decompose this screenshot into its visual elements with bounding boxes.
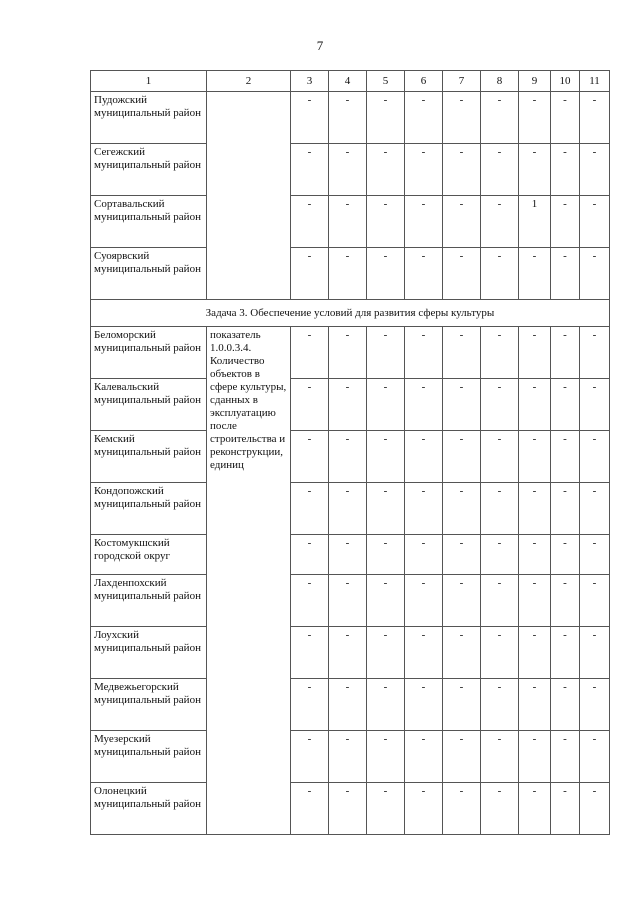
value-cell: -: [580, 483, 610, 535]
district-cell: Муезерский муниципальный район: [91, 731, 207, 783]
value-cell: -: [580, 92, 610, 144]
value-cell: -: [291, 679, 329, 731]
value-cell: -: [329, 144, 367, 196]
value-cell: -: [580, 431, 610, 483]
value-cell: -: [329, 483, 367, 535]
value-cell: -: [443, 679, 481, 731]
value-cell: -: [405, 379, 443, 431]
indicator-cell: показатель 1.0.0.3.4. Количество объектов в сфере культуры, сданных в эксплуатацию после строительства и реконструкции, единиц: [207, 327, 291, 835]
value-cell: -: [367, 196, 405, 248]
column-header: 11: [580, 71, 610, 92]
value-cell: -: [443, 379, 481, 431]
value-cell: -: [329, 327, 367, 379]
page-number: 7: [316, 38, 324, 53]
district-cell: Калевальский муниципальный район: [91, 379, 207, 431]
value-cell: -: [580, 679, 610, 731]
value-cell: -: [519, 627, 551, 679]
column-header: 6: [405, 71, 443, 92]
value-cell: -: [367, 679, 405, 731]
value-cell: -: [405, 483, 443, 535]
value-cell: -: [367, 92, 405, 144]
value-cell: -: [329, 379, 367, 431]
table-row: [91, 627, 610, 679]
value-cell: -: [551, 248, 580, 300]
district-cell: Костомукшский городской округ: [91, 535, 207, 575]
data-table: [90, 70, 610, 835]
value-cell: -: [291, 431, 329, 483]
value-cell: -: [551, 731, 580, 783]
value-cell: -: [551, 327, 580, 379]
value-cell: -: [291, 535, 329, 575]
value-cell: -: [405, 731, 443, 783]
table-row: [91, 431, 610, 483]
district-cell: Сортавальский муниципальный район: [91, 196, 207, 248]
table-row: [91, 379, 610, 431]
column-header: 7: [443, 71, 481, 92]
table-row: [91, 196, 610, 248]
value-cell: -: [481, 327, 519, 379]
value-cell: -: [367, 248, 405, 300]
task-heading: Задача 3. Обеспечение условий для развития сферы культуры: [91, 300, 610, 327]
value-cell: -: [519, 327, 551, 379]
value-cell: -: [519, 679, 551, 731]
value-cell: -: [367, 483, 405, 535]
value-cell: 1: [519, 196, 551, 248]
value-cell: -: [405, 679, 443, 731]
table-row: [91, 575, 610, 627]
value-cell: -: [551, 196, 580, 248]
value-cell: -: [329, 679, 367, 731]
value-cell: -: [329, 731, 367, 783]
value-cell: -: [580, 248, 610, 300]
value-cell: -: [367, 731, 405, 783]
value-cell: -: [519, 92, 551, 144]
value-cell: -: [443, 248, 481, 300]
value-cell: -: [291, 627, 329, 679]
value-cell: -: [291, 144, 329, 196]
value-cell: -: [551, 783, 580, 835]
district-cell: Кондопожский муниципальный район: [91, 483, 207, 535]
value-cell: -: [551, 379, 580, 431]
value-cell: -: [291, 327, 329, 379]
value-cell: -: [519, 431, 551, 483]
column-header-row: [91, 71, 610, 92]
table-body: [91, 71, 610, 835]
value-cell: -: [481, 483, 519, 535]
value-cell: -: [580, 783, 610, 835]
value-cell: -: [291, 731, 329, 783]
value-cell: -: [329, 575, 367, 627]
value-cell: -: [551, 535, 580, 575]
value-cell: -: [481, 575, 519, 627]
district-cell: Кемский муниципальный район: [91, 431, 207, 483]
value-cell: -: [443, 731, 481, 783]
value-cell: -: [551, 627, 580, 679]
value-cell: -: [329, 248, 367, 300]
value-cell: -: [329, 92, 367, 144]
task-heading-row: [91, 300, 610, 327]
value-cell: -: [405, 144, 443, 196]
column-header: 2: [207, 71, 291, 92]
district-cell: Пудожский муниципальный район: [91, 92, 207, 144]
table-row: [91, 92, 610, 144]
value-cell: -: [405, 575, 443, 627]
value-cell: -: [367, 535, 405, 575]
value-cell: -: [443, 92, 481, 144]
value-cell: -: [481, 196, 519, 248]
column-header: 8: [481, 71, 519, 92]
value-cell: -: [405, 783, 443, 835]
value-cell: -: [367, 575, 405, 627]
value-cell: -: [329, 627, 367, 679]
value-cell: -: [519, 783, 551, 835]
value-cell: -: [481, 535, 519, 575]
value-cell: -: [580, 144, 610, 196]
district-cell: Лоухский муниципальный район: [91, 627, 207, 679]
column-header: 10: [551, 71, 580, 92]
district-cell: Суоярвский муниципальный район: [91, 248, 207, 300]
value-cell: -: [481, 731, 519, 783]
value-cell: -: [551, 431, 580, 483]
table-row: [91, 535, 610, 575]
value-cell: -: [481, 431, 519, 483]
district-cell: Беломорский муниципальный район: [91, 327, 207, 379]
value-cell: -: [405, 431, 443, 483]
value-cell: -: [580, 731, 610, 783]
value-cell: -: [580, 627, 610, 679]
value-cell: -: [367, 379, 405, 431]
table-row: [91, 327, 610, 379]
value-cell: -: [329, 535, 367, 575]
value-cell: -: [405, 327, 443, 379]
district-cell: Сегежский муниципальный район: [91, 144, 207, 196]
value-cell: -: [291, 196, 329, 248]
value-cell: -: [580, 196, 610, 248]
value-cell: -: [443, 627, 481, 679]
value-cell: -: [481, 92, 519, 144]
value-cell: -: [329, 783, 367, 835]
value-cell: -: [405, 535, 443, 575]
value-cell: -: [405, 196, 443, 248]
value-cell: -: [551, 92, 580, 144]
value-cell: -: [519, 379, 551, 431]
column-header: 1: [91, 71, 207, 92]
table-row: [91, 144, 610, 196]
column-header: 5: [367, 71, 405, 92]
value-cell: -: [519, 144, 551, 196]
value-cell: -: [551, 483, 580, 535]
column-header: 3: [291, 71, 329, 92]
district-cell: Медвежьегорский муниципальный район: [91, 679, 207, 731]
value-cell: -: [551, 679, 580, 731]
value-cell: -: [443, 196, 481, 248]
value-cell: -: [291, 248, 329, 300]
value-cell: -: [367, 783, 405, 835]
table-row: [91, 248, 610, 300]
value-cell: -: [551, 144, 580, 196]
column-header: 9: [519, 71, 551, 92]
value-cell: -: [519, 248, 551, 300]
value-cell: -: [443, 483, 481, 535]
value-cell: -: [481, 783, 519, 835]
value-cell: -: [367, 431, 405, 483]
value-cell: -: [580, 379, 610, 431]
value-cell: -: [443, 535, 481, 575]
table-row: [91, 783, 610, 835]
value-cell: -: [367, 627, 405, 679]
value-cell: -: [443, 575, 481, 627]
table-row: [91, 679, 610, 731]
value-cell: -: [291, 483, 329, 535]
value-cell: -: [443, 144, 481, 196]
value-cell: -: [519, 483, 551, 535]
value-cell: -: [481, 379, 519, 431]
value-cell: -: [291, 92, 329, 144]
value-cell: -: [405, 627, 443, 679]
district-cell: Лахденпохский муниципальный район: [91, 575, 207, 627]
value-cell: -: [405, 248, 443, 300]
value-cell: -: [291, 783, 329, 835]
district-cell: Олонецкий муниципальный район: [91, 783, 207, 835]
table-row: [91, 731, 610, 783]
value-cell: -: [580, 535, 610, 575]
indicator-cell: [207, 92, 291, 300]
value-cell: -: [580, 575, 610, 627]
value-cell: -: [405, 92, 443, 144]
value-cell: -: [481, 144, 519, 196]
value-cell: -: [580, 327, 610, 379]
value-cell: -: [481, 248, 519, 300]
value-cell: -: [519, 535, 551, 575]
value-cell: -: [443, 431, 481, 483]
value-cell: -: [481, 627, 519, 679]
value-cell: -: [367, 327, 405, 379]
value-cell: -: [291, 379, 329, 431]
value-cell: -: [443, 327, 481, 379]
value-cell: -: [329, 431, 367, 483]
column-header: 4: [329, 71, 367, 92]
value-cell: -: [519, 731, 551, 783]
value-cell: -: [443, 783, 481, 835]
value-cell: -: [367, 144, 405, 196]
table-row: [91, 483, 610, 535]
value-cell: -: [329, 196, 367, 248]
value-cell: -: [551, 575, 580, 627]
value-cell: -: [481, 679, 519, 731]
value-cell: -: [519, 575, 551, 627]
value-cell: -: [291, 575, 329, 627]
